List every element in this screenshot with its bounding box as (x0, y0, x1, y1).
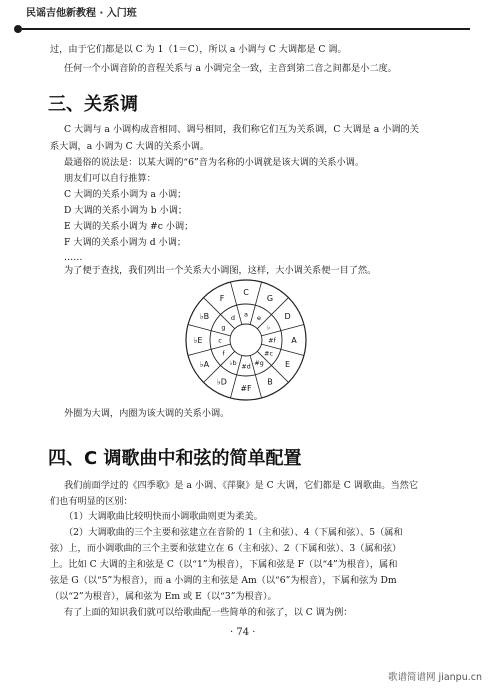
body-line: 有了上面的知识我们就可以给歌曲配一些简单的和弦了，以 C 调为例： (64, 607, 353, 618)
outer-key-label: ♭E (193, 335, 203, 345)
outer-key-label: ♭D (217, 377, 227, 387)
outer-key-label: ♭A (199, 359, 210, 369)
key-circle-diagram (184, 278, 308, 402)
outer-key-label: D (284, 311, 291, 321)
list-item: …… (64, 252, 83, 263)
site-watermark: 歌谱简谱网 jianpu.cn (388, 672, 482, 683)
inner-key-label: ♭b (229, 358, 237, 367)
key-circle-svg (184, 278, 308, 402)
body-line: 弦）上，而小调歌曲的三个主要和弦建立在 6（主和弦）、2（下属和弦）、3（属和弦） (50, 543, 402, 554)
header-rule-dot (14, 25, 22, 33)
body-line: 上。比如 C 大调的主和弦是 C（以“1”为根音），下属和弦是 F（以“4”为根音），属和 (50, 559, 398, 570)
inner-ring (230, 324, 262, 356)
body-line: 过，由于它们都是以 C 为 1（1＝C），所以 a 小调与 C 大调都是 C 调。 (50, 44, 347, 55)
inner-key-label: e (257, 313, 261, 322)
inner-key-label: #g (254, 358, 264, 367)
inner-key-label: #d (241, 362, 251, 371)
outer-key-label: B (267, 377, 273, 387)
list-item: F 大调的关系小调为 d 小调； (64, 237, 187, 248)
inner-key-label: c (218, 336, 222, 345)
body-line: C 大调与 a 小调构成音相同、调号相同，我们称它们互为关系调，C 大调是 a 小调的关 (64, 124, 419, 135)
outer-key-label: G (266, 294, 274, 304)
body-line: 们也有明显的区别： (50, 496, 133, 507)
list-item: C 大调的关系小调为 a 小调； (64, 189, 187, 200)
list-item: D 大调的关系小调为 b 小调； (64, 205, 188, 216)
inner-key-label: f (222, 349, 225, 358)
body-line: 朋友们可以自行推算： (64, 173, 156, 184)
outer-key-label: A (291, 335, 297, 345)
outer-key-label: F (219, 294, 225, 304)
inner-key-label: d (230, 313, 236, 322)
section-heading: 四、C 调歌曲中和弦的简单配置 (48, 448, 302, 469)
outer-key-label: C (243, 287, 249, 297)
header-rule (22, 28, 470, 30)
body-line: 弦是 G（以“5”为根音），而 a 小调的主和弦是 Am（以“6”为根音），下属和弦为 Dm (50, 575, 397, 586)
running-header: 民谣吉他新教程 · 入门班 (26, 8, 137, 19)
outer-key-label: E (285, 359, 291, 369)
inner-key-label: a (244, 310, 248, 319)
diagram-caption: 外圈为大调，内圈为该大调的关系小调。 (64, 408, 230, 419)
body-line: （2）大调歌曲的三个主要和弦建立在音阶的 1（主和弦）、4（下属和弦）、5（属和 (64, 527, 403, 538)
body-line: 任何一个小调音阶的音程关系与 a 小调完全一致，主音到第二音之间都是小二度。 (64, 63, 397, 74)
body-line: 为了便于查找，我们列出一个关系大小调图，这样，大小调关系便一目了然。 (64, 265, 377, 276)
outer-key-label: ♭B (199, 311, 210, 321)
body-line: （1）大调歌曲比较明快而小调歌曲则更为柔美。 (64, 511, 263, 522)
inner-key-label: ♭ (266, 323, 271, 332)
body-line: 最通俗的说法是：以某大调的“6”音为名称的小调就是该大调的关系小调。 (64, 157, 365, 168)
list-item: E 大调的关系小调为 #c 小调； (64, 221, 194, 232)
inner-key-label: #f (268, 336, 276, 345)
body-line: 系大调，a 小调为 C 大调的关系小调。 (50, 141, 210, 152)
body-line: （以“2”为根音），属和弦为 Em 或 E（以“3”为根音）。 (50, 591, 277, 602)
section-heading: 三、关系调 (48, 94, 138, 115)
outer-key-label: #F (240, 383, 252, 393)
inner-key-label: g (221, 323, 226, 332)
page-number: · 74 · (230, 627, 256, 638)
body-line: 我们前面学过的《四季歌》是 a 小调、《萍聚》是 C 大调，它们都是 C 调歌曲。当然它 (64, 480, 419, 491)
inner-key-label: #c (264, 349, 274, 358)
